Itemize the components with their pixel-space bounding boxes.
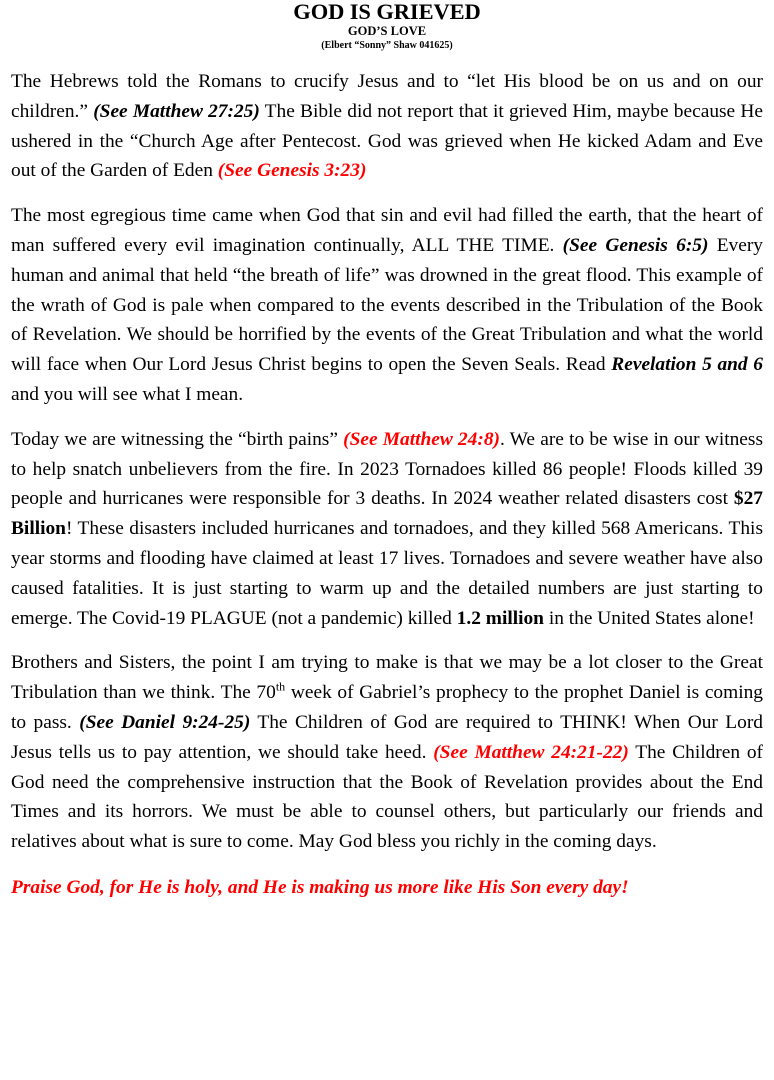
- paragraph-1-text-a: The Hebrews told the Romans to crucify Jesus and to “let His blood be on us and on our children.”: [11, 71, 763, 122]
- scripture-ref-matthew-24-8: (See Matthew 24:8): [343, 428, 500, 450]
- page-subtitle: GOD’S LOVE: [347, 24, 427, 38]
- scripture-ref-matthew-27-25: (See Matthew 27:25): [93, 100, 260, 122]
- page-title: GOD IS GRIEVED: [293, 0, 481, 24]
- paragraph-2-text-c: and you will see what I mean.: [11, 383, 244, 405]
- document-header: [11, 0, 763, 52]
- paragraph-3-text-b: . We are to be wise in our witness to help snatch unbelievers from the fire. In 2023 Tornadoes killed 86 people! Floods killed 39 people and hurricanes were responsible for 3 deaths. In 2024 weather related disasters cost: [11, 428, 763, 510]
- bold-figure-1-2-million: 1.2 million: [456, 607, 544, 629]
- author-byline: (Elbert “Sonny” Shaw 041625): [321, 40, 453, 51]
- paragraph-3-text-d: in the United States alone!: [543, 607, 755, 629]
- scripture-ref-matthew-24-21-22: (See Matthew 24:21-22): [433, 741, 629, 763]
- scripture-ref-daniel-9-24-25: (See Daniel 9:24-25): [79, 711, 251, 733]
- bold-figure-27-billion: $27 Billion: [11, 488, 763, 540]
- closing-statement: Praise God, for He is holy, and He is making us more like His Son every day!: [11, 876, 629, 898]
- paragraph-3-text-c: ! These disasters included hurricanes and tornadoes, and they killed 568 Americans. This year storms and flooding have claimed at least 17 lives. Tornadoes and severe weather have also caused fatalities. It is just starting to warm up and the detailed numbers are just starting to emerge. The Covid-19 PLAGUE (not a pandemic) killed: [11, 518, 763, 629]
- paragraph-1: [11, 67, 763, 186]
- paragraph-2: [11, 201, 763, 410]
- paragraph-4-text-c: The Children of God are required to THINK! When Our Lord Jesus tells us to pay attention, we should take heed.: [11, 711, 763, 763]
- paragraph-4-text-b: week of Gabriel’s prophecy to the prophet Daniel is coming to pass.: [11, 682, 763, 733]
- paragraph-4-text-d: The Children of God need the comprehensive instruction that the Book of Revelation provides about the End Times and its horrors. We must be able to counsel others, but particularly our friends and relatives about what is sure to come. May God bless you richly in the coming days.: [11, 741, 763, 853]
- paragraph-3-text-a: Today we are witnessing the “birth pains”: [11, 428, 344, 450]
- paragraph-4: [11, 648, 763, 857]
- paragraph-2-text-a: The most egregious time came when God that sin and evil had filled the earth, that the heart of man suffered every evil imagination continually, ALL THE TIME.: [11, 205, 763, 256]
- paragraph-3: [11, 425, 763, 634]
- scripture-ref-revelation-5-6: Revelation 5 and 6: [611, 354, 763, 376]
- scripture-ref-genesis-3-23: (See Genesis 3:23): [217, 160, 367, 182]
- paragraph-4-text-a: Brothers and Sisters, the point I am trying to make is that we may be a lot closer to the Great Tribulation than we think. The 70: [11, 652, 763, 704]
- paragraph-2-text-b: Every human and animal that held “the breath of life” was drowned in the great flood. This example of the wrath of God is pale when compared to the events described in the Tribulation of the Book of Revelation. We should be horrified by the events of the Great Tribulation and what the world will face when Our Lord Jesus Christ begins to open the Seven Seals. Read: [11, 234, 764, 376]
- ordinal-superscript: th: [275, 679, 286, 694]
- scripture-ref-genesis-6-5: (See Genesis 6:5): [562, 234, 709, 256]
- paragraph-1-text-b: The Bible did not report that it grieved Him, maybe because He ushered in the “Church Age after Pentecost. God was grieved when He kicked Adam and Eve out of the Garden of Eden: [11, 100, 763, 182]
